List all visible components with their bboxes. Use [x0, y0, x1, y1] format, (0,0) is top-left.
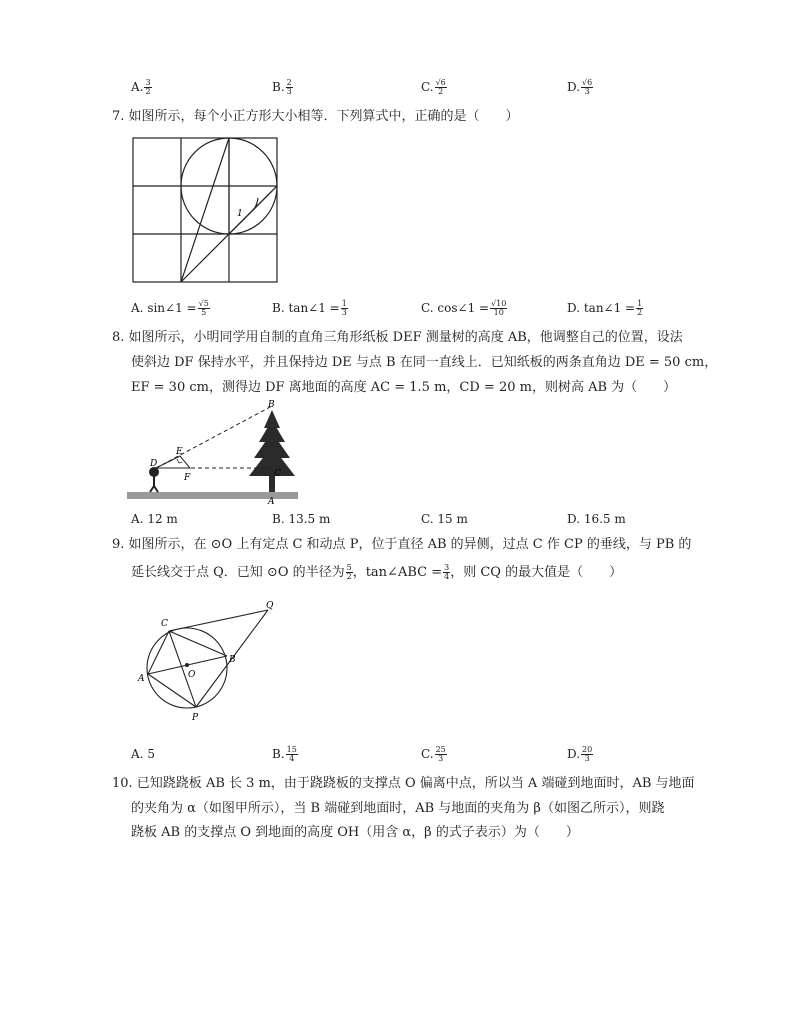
- q8-line-2: 使斜边 DF 保持水平，并且保持边 DE 与点 B 在同一直线上．已知纸板的两条直角边 DE = 50 cm，: [131, 355, 718, 370]
- q6-option-c: C. $\frac{√6}{2}$: [421, 78, 446, 96]
- label-p: P: [192, 713, 199, 723]
- triangle-def: [156, 456, 190, 468]
- q9-option-b: B. $\frac{15}{4}$: [272, 745, 297, 763]
- chord-ca: [148, 631, 169, 674]
- q9-line-1: 9. 如图所示，在 ⊙O 上有定点 C 和动点 P，位于直径 AB 的异侧，过点 C 作 CP 的垂线，与 PB 的: [112, 537, 692, 552]
- label-b: B: [229, 655, 236, 665]
- sight-line-db: [156, 406, 272, 468]
- q10-line-3: 跷板 AB 的支撑点 O 到地面的高度 OH（用含 α，β 的式子表示）为（ ）: [131, 825, 579, 840]
- q8-option-d: D. 16.5 m: [567, 512, 626, 526]
- person: [149, 467, 159, 492]
- q8-option-a: A. 12 m: [131, 512, 178, 526]
- circle-o: [147, 628, 227, 708]
- q9-option-a: A. 5: [131, 747, 155, 761]
- label-q: Q: [266, 601, 274, 611]
- label-a: A: [138, 674, 145, 684]
- q8-line-3: EF = 30 cm，测得边 DF 离地面的高度 AC = 1.5 m，CD = 20 m，则树高 AB 为（ ）: [131, 380, 677, 395]
- q10-line-1: 10. 已知跷跷板 AB 长 3 m，由于跷跷板的支撑点 O 偏离中点，所以当 A 端碰到地面时，AB 与地面: [112, 776, 695, 791]
- angle-1-label: 1: [237, 209, 243, 219]
- label-c: C: [274, 469, 281, 479]
- q9-option-c: C. $\frac{25}{3}$: [421, 745, 446, 763]
- q8-option-c: C. 15 m: [421, 512, 468, 526]
- q9-option-d: D. $\frac{20}{3}$: [567, 745, 593, 763]
- right-angle-mark: [177, 459, 182, 463]
- line-cq: [169, 610, 268, 631]
- label-o: O: [188, 670, 196, 680]
- q8-line-1: 8. 如图所示，小明同学用自制的直角三角形纸板 DEF 测量树的高度 AB，他调整自己的位置，设法: [112, 330, 683, 345]
- q10-line-2: 的夹角为 α（如图甲所示），当 B 端碰到地面时，AB 与地面的夹角为 β（如图乙所示），则跷: [131, 801, 665, 816]
- tree: [249, 410, 295, 492]
- q7-stem: 7. 如图所示，每个小正方形大小相等．下列算式中，正确的是（ ）: [112, 109, 519, 124]
- q6-option-b: B. $\frac{2}{3}$: [272, 78, 292, 96]
- center-dot: [185, 663, 189, 667]
- label-a: A: [268, 497, 275, 506]
- q7-grid-figure: [131, 136, 281, 286]
- label-d: D: [150, 459, 158, 469]
- label-f: F: [184, 473, 191, 483]
- q7-option-b: B. tan∠1 = $\frac{1}{3}$: [272, 299, 347, 317]
- label-c: C: [161, 619, 168, 629]
- q9-circle-figure: [135, 598, 285, 726]
- q8-option-b: B. 13.5 m: [272, 512, 331, 526]
- q7-option-d: D. tan∠1 = $\frac{1}{2}$: [567, 299, 643, 317]
- label-b: B: [268, 400, 275, 410]
- chord-cp: [169, 631, 196, 707]
- q7-option-c: C. cos∠1 = $\frac{√10}{10}$: [421, 299, 507, 317]
- q8-tree-figure: [126, 398, 301, 506]
- label-e: E: [176, 447, 183, 457]
- q9-line-2: 延长线交于点 Q．已知 ⊙O 的半径为 $\frac{5}{2}$ ，tan∠ABC = $\frac{3}{4}$ ，则 CQ 的最大值是（ ）: [131, 563, 623, 581]
- q6-option-d: D. $\frac{√6}{3}$: [567, 78, 593, 96]
- q7-option-a: A. sin∠1 = $\frac{√5}{5}$: [131, 299, 209, 317]
- q6-option-a: A. $\frac{3}{2}$: [131, 78, 151, 96]
